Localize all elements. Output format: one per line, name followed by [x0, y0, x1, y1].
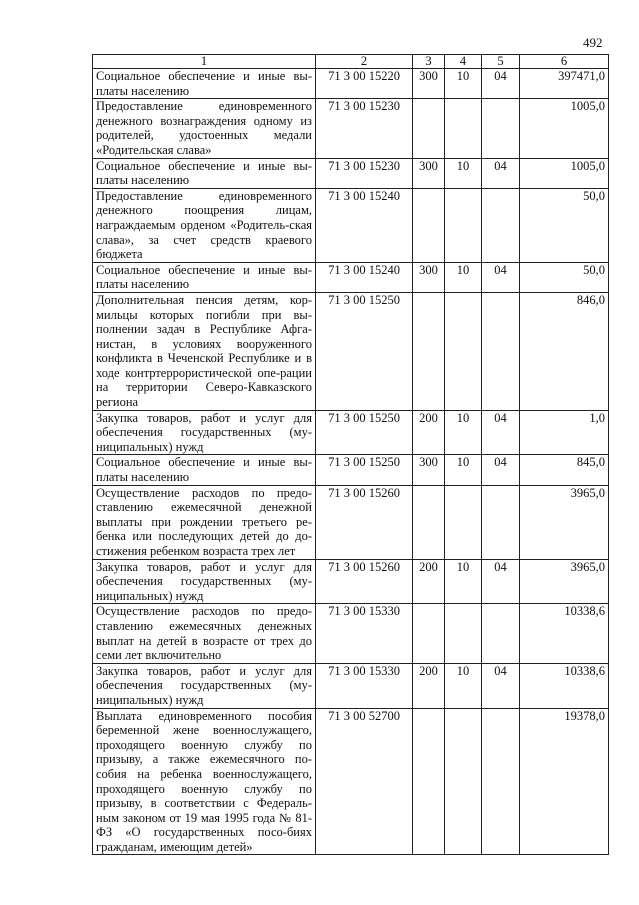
- target-code-cell: 71 3 00 15220: [316, 69, 413, 99]
- expense-type-cell: [413, 188, 445, 262]
- target-code-cell: 71 3 00 15260: [316, 559, 413, 604]
- section-cell: 10: [445, 262, 482, 292]
- expenditure-name-cell: Социальное обеспечение и иные вы- платы населению: [93, 158, 316, 188]
- subsection-cell: 04: [482, 559, 520, 604]
- expense-type-cell: [413, 604, 445, 663]
- column-header: 3: [413, 55, 445, 69]
- section-cell: [445, 485, 482, 559]
- amount-cell: 846,0: [520, 292, 609, 410]
- expense-type-cell: [413, 708, 445, 855]
- amount-cell: 10338,6: [520, 663, 609, 708]
- target-code-cell: 71 3 00 15260: [316, 485, 413, 559]
- amount-cell: 3965,0: [520, 485, 609, 559]
- amount-cell: 397471,0: [520, 69, 609, 99]
- subsection-cell: 04: [482, 663, 520, 708]
- page-number: 492: [583, 35, 603, 50]
- subsection-cell: [482, 485, 520, 559]
- column-header: 2: [316, 55, 413, 69]
- expenditure-name-cell: Закупка товаров, работ и услуг для обеспечения государственных (му-ниципальных) нужд: [93, 410, 316, 455]
- section-cell: 10: [445, 455, 482, 485]
- subsection-cell: 04: [482, 455, 520, 485]
- section-cell: [445, 99, 482, 158]
- column-number-row: [93, 55, 609, 69]
- target-code-cell: 71 3 00 15330: [316, 604, 413, 663]
- table-row: [93, 158, 609, 188]
- section-cell: [445, 604, 482, 663]
- table-row: [93, 708, 609, 855]
- subsection-cell: 04: [482, 262, 520, 292]
- amount-cell: 1005,0: [520, 158, 609, 188]
- expenditure-name-cell: Предоставление единовременного денежного вознаграждения одному из родителей, удостоенных медали «Родительская слава»: [93, 99, 316, 158]
- table-row: [93, 262, 609, 292]
- section-cell: [445, 708, 482, 855]
- expenditure-name-cell: Выплата единовременного пособия беременной жене военнослужащего, проходящего военную службу по призыву, а также ежемесячного по-собия на ребенка военнослужащего, проходящего военную службу по призыву, в соответствии с Федераль-ным законом от 19 мая 1995 года № 81-ФЗ «О государственных посо-биях гражданам, имеющим детей»: [93, 708, 316, 855]
- expenditure-name-cell: Дополнительная пенсия детям, кор-мильцы которых погибли при вы-полнении задач в Республике Афга-нистан, в условиях вооруженного конфликта в Чеченской Республике и в ходе контртеррористической опе-рации на территории Северо-Кавказского региона: [93, 292, 316, 410]
- table-row: [93, 485, 609, 559]
- expense-type-cell: 300: [413, 69, 445, 99]
- column-header: 1: [93, 55, 316, 69]
- table-row: [93, 559, 609, 604]
- target-code-cell: 71 3 00 15250: [316, 292, 413, 410]
- subsection-cell: 04: [482, 158, 520, 188]
- column-header: 5: [482, 55, 520, 69]
- expenditure-name-cell: Осуществление расходов по предо-ставлению ежемесячных денежных выплат на детей в возрасте от трех до семи лет включительно: [93, 604, 316, 663]
- subsection-cell: [482, 292, 520, 410]
- column-header: 4: [445, 55, 482, 69]
- table-row: [93, 292, 609, 410]
- expenditure-name-cell: Закупка товаров, работ и услуг для обеспечения государственных (му-ниципальных) нужд: [93, 663, 316, 708]
- section-cell: 10: [445, 663, 482, 708]
- amount-cell: 19378,0: [520, 708, 609, 855]
- target-code-cell: 71 3 00 52700: [316, 708, 413, 855]
- target-code-cell: 71 3 00 15230: [316, 99, 413, 158]
- expense-type-cell: 300: [413, 158, 445, 188]
- expense-type-cell: 300: [413, 455, 445, 485]
- table-row: [93, 663, 609, 708]
- expense-type-cell: [413, 99, 445, 158]
- subsection-cell: [482, 604, 520, 663]
- column-header: 6: [520, 55, 609, 69]
- amount-cell: 50,0: [520, 188, 609, 262]
- subsection-cell: 04: [482, 410, 520, 455]
- target-code-cell: 71 3 00 15240: [316, 188, 413, 262]
- amount-cell: 1005,0: [520, 99, 609, 158]
- section-cell: 10: [445, 410, 482, 455]
- amount-cell: 3965,0: [520, 559, 609, 604]
- section-cell: 10: [445, 69, 482, 99]
- expenditure-name-cell: Социальное обеспечение и иные вы- платы населению: [93, 455, 316, 485]
- expenditure-name-cell: Социальное обеспечение и иные вы- платы населению: [93, 262, 316, 292]
- amount-cell: 50,0: [520, 262, 609, 292]
- target-code-cell: 71 3 00 15250: [316, 455, 413, 485]
- table-row: [93, 99, 609, 158]
- amount-cell: 845,0: [520, 455, 609, 485]
- amount-cell: 1,0: [520, 410, 609, 455]
- subsection-cell: 04: [482, 69, 520, 99]
- table-row: [93, 455, 609, 485]
- target-code-cell: 71 3 00 15230: [316, 158, 413, 188]
- target-code-cell: 71 3 00 15240: [316, 262, 413, 292]
- section-cell: [445, 188, 482, 262]
- subsection-cell: [482, 188, 520, 262]
- budget-table: [92, 54, 609, 855]
- amount-cell: 10338,6: [520, 604, 609, 663]
- subsection-cell: [482, 708, 520, 855]
- expense-type-cell: 200: [413, 559, 445, 604]
- expense-type-cell: [413, 485, 445, 559]
- section-cell: 10: [445, 559, 482, 604]
- expense-type-cell: 300: [413, 262, 445, 292]
- expense-type-cell: 200: [413, 410, 445, 455]
- expenditure-name-cell: Осуществление расходов по предо-ставлению ежемесячной денежной выплаты при рождении третьего ре-бенка или последующих детей до до-стижения ребенком возраста трех лет: [93, 485, 316, 559]
- target-code-cell: 71 3 00 15330: [316, 663, 413, 708]
- expense-type-cell: [413, 292, 445, 410]
- table-row: [93, 188, 609, 262]
- subsection-cell: [482, 99, 520, 158]
- table-row: [93, 410, 609, 455]
- table-row: [93, 69, 609, 99]
- target-code-cell: 71 3 00 15250: [316, 410, 413, 455]
- expenditure-name-cell: Предоставление единовременного денежного поощрения лицам, награждаемым орденом «Родитель-ская слава», за счет средств краевого бюджета: [93, 188, 316, 262]
- section-cell: [445, 292, 482, 410]
- section-cell: 10: [445, 158, 482, 188]
- expense-type-cell: 200: [413, 663, 445, 708]
- expenditure-name-cell: Социальное обеспечение и иные вы- платы населению: [93, 69, 316, 99]
- table-row: [93, 604, 609, 663]
- expenditure-name-cell: Закупка товаров, работ и услуг для обеспечения государственных (му-ниципальных) нужд: [93, 559, 316, 604]
